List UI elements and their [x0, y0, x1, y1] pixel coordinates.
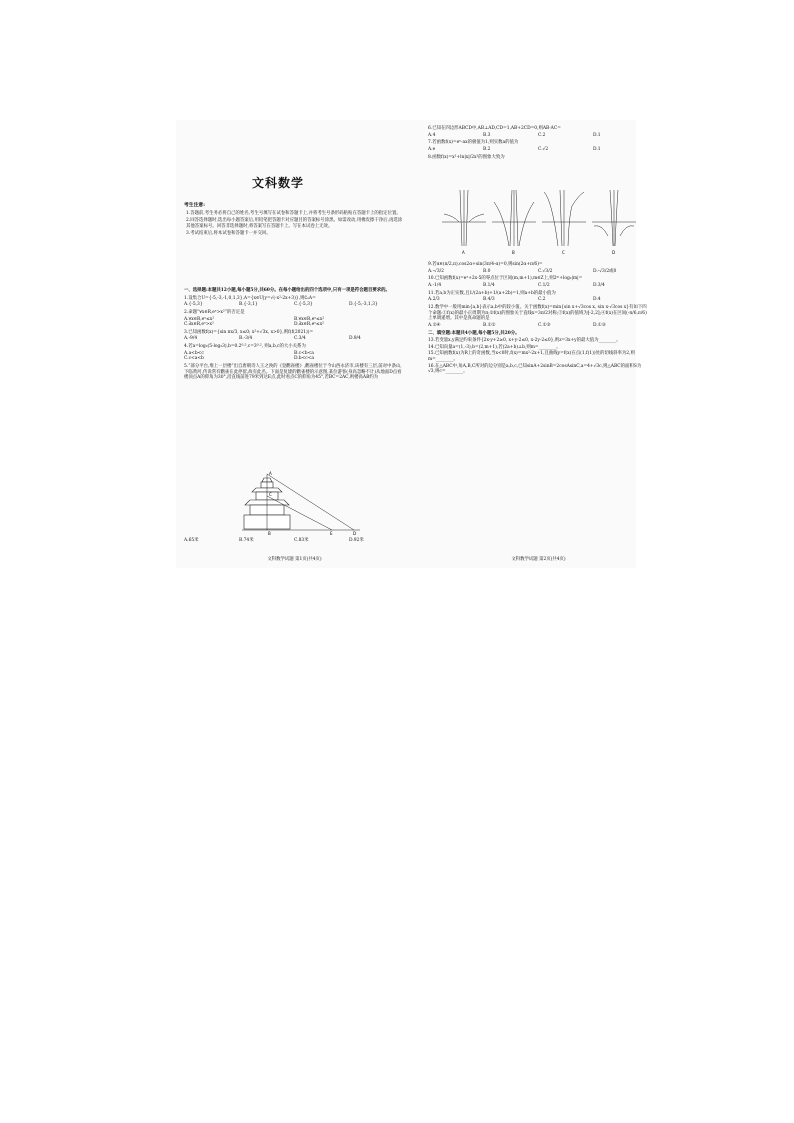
option: D.4	[593, 297, 601, 303]
option: C.1/2	[538, 283, 550, 289]
graph-a	[442, 190, 486, 246]
option: A.a<b<c	[184, 350, 204, 356]
option: D.b<c<a	[294, 356, 315, 362]
question-10-options	[428, 283, 648, 289]
question-1-options	[184, 302, 404, 308]
question-16: 16.在△ABC中,角A,B,C所对的边分别是a,b,c,已知sinA+2sinB=2cosAsinC,a=4+√3c,则△ABC的面积S为√3,则c=________。	[428, 363, 642, 375]
question-13: 13.若变量x,y满足约束条件{2x-y+2≥0, x+y-2≤0, x-2y-2≤0},则z=3x+y的最大值为________。	[428, 338, 621, 343]
option: A.4	[428, 132, 436, 138]
option: D.1	[593, 132, 601, 138]
question-7-options	[428, 147, 648, 153]
option: C.c<a<b	[184, 356, 204, 362]
notice-list	[186, 211, 404, 238]
question-12-options	[428, 323, 648, 329]
option: B.{-3,1}	[239, 302, 258, 308]
question-5: 5.“部分平台,堆上一层楼”出自唐朝诗人王之涣的《登鹳雀楼》,鹳雀楼位于今山西永济市,该楼有三层,前对中条山,下临黄河,传说常有鹳雀在此停留,故有此名。下面是复建的鹳雀楼的示意图,某位游客(身高忽略不计)从地面D点看楼顶点A的仰角为30°,沿直线前进79米到达E点,此时看点C的仰角为45°,若BC=2AC,则楼高AB约为	[184, 364, 402, 380]
label-c: C	[269, 492, 272, 497]
question-2-options	[184, 317, 404, 328]
notice-item: 3.考试结束后,将本试卷和答题卡一并交回。	[186, 230, 271, 236]
question-7: 7.若函数f(x)=eˣ-ax的极值为1,则实数a的值为	[428, 140, 519, 146]
option: A.e	[428, 147, 436, 153]
label-a: A	[269, 471, 272, 476]
paper-title: 文科数学	[252, 176, 305, 190]
option: B.∀x∈R,eˣ≤x²	[294, 316, 325, 322]
choice-section-right-2	[428, 262, 648, 376]
option: D.-√3/2或0	[593, 268, 617, 274]
question-6: 6.已知在四边形ABCD中,AB⊥AD,CD=1,AB+2CD=0,则AB·AC=	[428, 126, 561, 131]
option: A.-√3/2	[428, 268, 444, 274]
option: C.∃x∈R,eˣ>x²	[184, 322, 214, 328]
notice-item: 2.回答选择题时,选出每小题答案后,用铅笔把答题卡对应题目的答案标号涂黑。如需改动,用橡皮擦干净后,再选涂其他答案标号。回答非选择题时,将答案写在答题卡上。写在本试卷上无效。	[186, 218, 403, 229]
question-14: 14.已知向量a=(1,-3),b=(2,m+1),若(2a+b)⊥b,则m=________。	[428, 344, 561, 350]
option: B.1/4	[483, 283, 495, 289]
graph-label-a: A	[462, 250, 465, 255]
question-8: 8.函数f(x)=x²+ln|x|/2x²的图象大致为	[428, 154, 505, 160]
option: D.①③	[593, 322, 606, 328]
graph-c	[542, 190, 586, 246]
option: C.2	[538, 297, 546, 303]
option: C.{-5,3}	[294, 302, 313, 308]
graphs-figure	[440, 186, 640, 256]
option: B.74米	[239, 538, 254, 543]
option: A.65米	[184, 538, 199, 543]
option: A.②④	[428, 322, 441, 328]
section-heading: 一、选择题:本题共12小题,每小题5分,共60分。在每小题给出的四个选项中,只有一项是符合题目要求的。	[184, 288, 390, 293]
option: B.c<b<a	[294, 350, 314, 356]
option: B.-3/4	[239, 336, 253, 342]
tower-figure	[242, 470, 362, 536]
question-11-options	[428, 297, 648, 303]
question-12: 12.数学中一般用min{a,b}表示a,b中的较小值。关于函数f(x)=min{sin x+√3cos x, sin x-√3cos x}有如下四个命题:①f(x)的最小正周期为π;②f(x)的图象关于直线x=3π/2对称;③f(x)的值域为[-2,2];④f(x)在区间(-π/6,π/6)上单调递增。其中是真命题的是	[428, 305, 647, 322]
choice-section-right	[428, 126, 648, 161]
graph-label-d: D	[612, 250, 616, 255]
option: A.-9/4	[184, 336, 198, 342]
graph-d	[592, 190, 636, 246]
question-6-options	[428, 133, 648, 139]
option: D.92米	[349, 538, 364, 543]
graph-label-b: B	[512, 250, 515, 255]
option: D.∃x∈R,eˣ≤x²	[294, 322, 324, 328]
graph-label-c: C	[562, 250, 565, 255]
right-page	[426, 120, 651, 568]
option: A.-1/4	[428, 283, 442, 289]
question-4: 4.若a=log₂(5-log₂3),b=0.2⁰·⁵,c=3⁰·², 则a,b,c的大小关系为	[184, 344, 306, 350]
question-10: 10.已知函数f(x)=eˣ+2x-5的零点位于区间(m,m+1),m∈Z上,则2ᵐ+log₂|m|=	[428, 276, 583, 282]
option: D.1	[593, 147, 601, 153]
option: C.√3/2	[538, 268, 553, 274]
option: A.∀x∈R,eˣ≤x²	[184, 316, 215, 322]
option: B.4/3	[483, 297, 495, 303]
option: D.{-5,-3,1,3}	[349, 302, 378, 308]
option: C.2	[538, 132, 546, 138]
option: B.0	[483, 268, 491, 274]
notice-title: 考生注意:	[184, 202, 205, 208]
option: C.√2	[538, 147, 549, 153]
question-1: 1.设集合U={-5,-3,-1,0,1,3},A={x∈U|y=√(-x²-2x+3)},则∁ᵤA=	[184, 295, 316, 301]
question-9: 9.若α∈(π/2,π),cos2α+sin(3π/4-α)=0,则sin(2α+π/6)=	[428, 262, 543, 267]
exam-sheet	[176, 120, 647, 568]
option: B.①②	[483, 322, 496, 328]
page-footer: 文科数学试题 第1页(共4页)	[267, 556, 322, 562]
option: C.①③	[538, 322, 551, 328]
option: D.9/4	[349, 336, 361, 342]
label-b: B	[268, 531, 271, 536]
notice-item: 1.答题前,考生务必将自己的姓名,考生号填写在试卷和答题卡上,并将考生号条形码粘贴在答题卡上的指定位置。	[186, 211, 401, 216]
left-page	[182, 120, 407, 568]
graph-b	[492, 190, 536, 246]
page-footer: 文科数学试题 第2页(共4页)	[511, 556, 566, 562]
label-d: D	[353, 531, 357, 536]
section-heading-fill: 二、填空题:本题共4小题,每小题5分,共20分。	[428, 330, 520, 336]
option: C.83米	[294, 538, 309, 543]
option: A.{-5,3}	[184, 302, 203, 308]
option: B.2	[483, 147, 491, 153]
question-2: 2.命题“∀x∈R,eˣ>x²”的否定是	[184, 309, 245, 315]
question-3-options	[184, 336, 404, 342]
question-15: 15.已知函数f(x)为R上的奇函数,当x<0时,f(x)=mx²-2x+1,且曲线y=f(x)在点(1,f(1))处的切线斜率为2,则m=________。	[428, 351, 635, 362]
question-9-options	[428, 269, 648, 275]
question-3: 3.已知函数f(x)={sin πx/3, x≤0; x²+√3x, x>0},则f(f(2021))=	[184, 329, 314, 335]
option: A.2/3	[428, 297, 440, 303]
question-5-options	[184, 538, 404, 544]
question-11: 11.若a,b为正实数,且1/(2a+b)+1/(a+2b)=1,则a+b的最小值为	[428, 290, 556, 296]
question-4-options	[184, 351, 404, 362]
label-e: E	[330, 531, 333, 536]
choice-section-left	[184, 286, 404, 382]
option: B.3	[483, 132, 491, 138]
option: D.3/4	[593, 283, 605, 289]
option: C.3/4	[294, 336, 306, 342]
